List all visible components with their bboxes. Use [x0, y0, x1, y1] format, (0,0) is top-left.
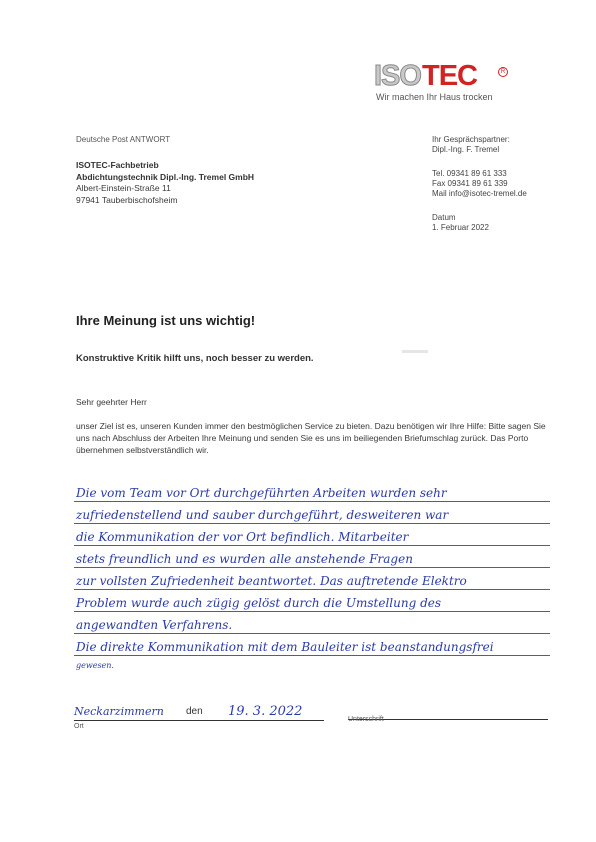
feedback-line: Die vom Team vor Ort durchgeführten Arbeiten wurden sehr: [74, 480, 550, 502]
feedback-line: stets freundlich und es wurden alle anstehende Fragen: [74, 546, 550, 568]
place-date-row: [74, 700, 324, 721]
feedback-line: angewandten Verfahrens.: [74, 612, 550, 634]
sender-label: Deutsche Post ANTWORT: [76, 135, 171, 144]
feedback-line: Problem wurde auch zügig gelöst durch die Umstellung des: [74, 590, 550, 612]
feedback-line: die Kommunikation der vor Ort befindlich. Mitarbeiter: [74, 524, 550, 546]
contact-block: [432, 135, 527, 233]
contact-fax: Fax 09341 89 61 339: [432, 179, 508, 188]
address-city: 97941 Tauberbischofsheim: [76, 194, 178, 205]
address-street: Albert-Einstein-Straße 11: [76, 183, 171, 193]
address-line1: ISOTEC-Fachbetrieb: [76, 160, 159, 170]
contact-label: Ihr Gesprächspartner:: [432, 135, 510, 144]
redaction-mark: [402, 350, 428, 353]
den-label: den: [186, 706, 203, 717]
page-title: Ihre Meinung ist uns wichtig!: [76, 313, 256, 328]
handwritten-date: 19. 3. 2022: [228, 704, 303, 719]
address-line2: Abdichtungstechnik Dipl.-Ing. Tremel GmbH: [76, 171, 255, 182]
feedback-line: Die direkte Kommunikation mit dem Bauleiter ist beanstandungsfrei: [74, 634, 550, 656]
salutation: Sehr geehrter Herr: [76, 397, 147, 407]
contact-tel: Tel. 09341 89 61 333: [432, 169, 507, 178]
intro-text: unser Ziel ist es, unseren Kunden immer den bestmöglichen Service zu bieten. Dazu benötigen wir Ihre Hilfe: Bitte sagen Sie uns nach Abschluss der Arbeiten Ihre Meinung und senden Sie es uns im beiliegenden Briefumschlag zurück. Das Porto übernehmen selbstverständlich wir.: [76, 421, 546, 455]
subtitle: Konstruktive Kritik hilft uns, noch besser zu werden.: [76, 353, 314, 364]
feedback-line: zur vollsten Zufriedenheit beantwortet. Das auftretende Elektro: [74, 568, 550, 590]
handwritten-feedback: [74, 480, 550, 671]
contact-mail: Mail info@isotec-tremel.de: [432, 189, 527, 198]
logo-iso-text: ISO: [374, 60, 421, 92]
recipient-address: [76, 160, 254, 206]
logo-tec-text: TEC: [422, 60, 477, 92]
signature-label: Unterschrift: [348, 716, 384, 723]
ort-label: Ort: [74, 723, 84, 730]
date-label: Datum: [432, 213, 456, 222]
letter-date: 1. Februar 2022: [432, 223, 489, 232]
logo-slogan: Wir machen Ihr Haus trocken: [376, 92, 493, 102]
feedback-line-end: gewesen.: [76, 661, 114, 670]
contact-name: Dipl.-Ing. F. Tremel: [432, 145, 500, 154]
feedback-line: zufriedenstellend und sauber durchgeführt, desweiteren war: [74, 502, 550, 524]
isotec-logo: [374, 60, 506, 102]
registered-mark: R: [498, 67, 508, 77]
handwritten-place: Neckarzimmern: [74, 705, 164, 718]
